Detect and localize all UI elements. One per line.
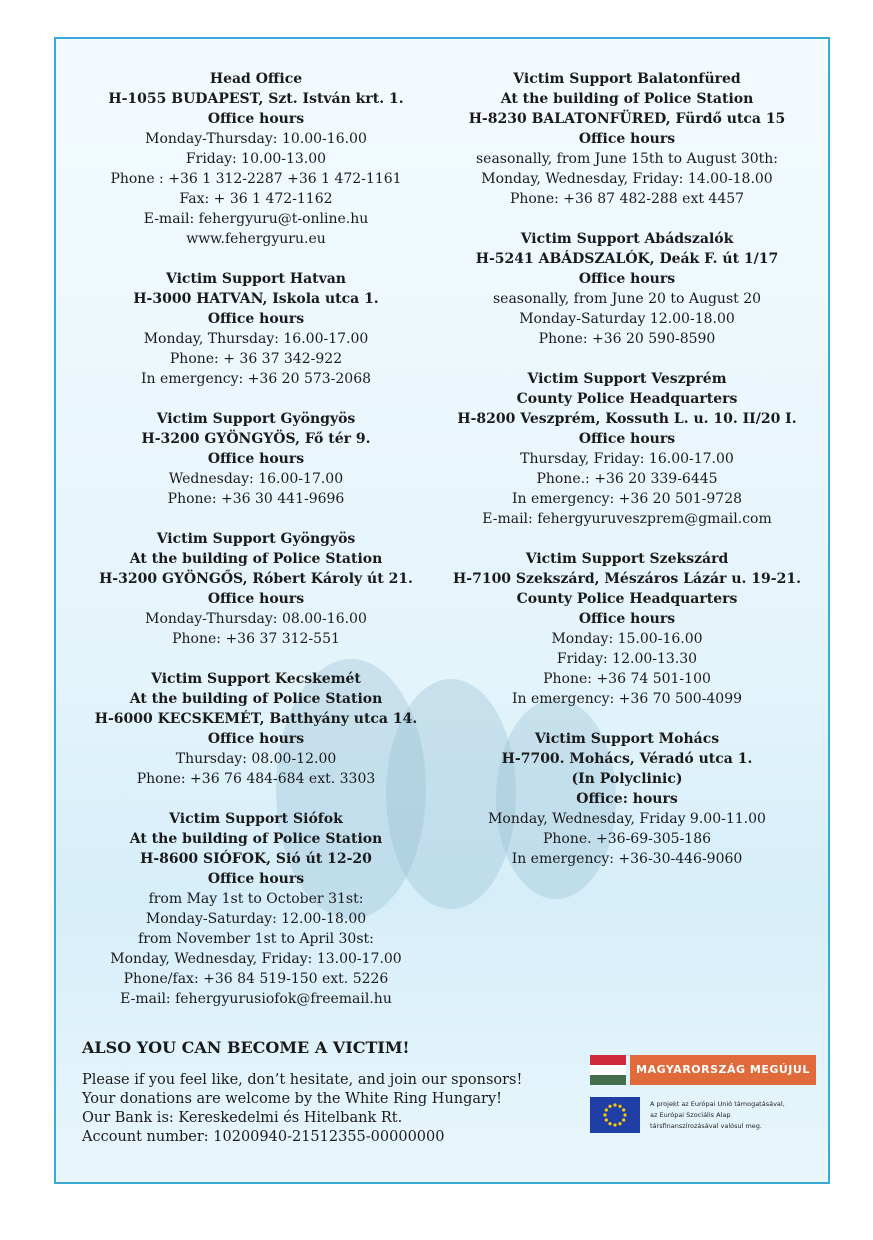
office-detail-line: In emergency: +36 20 573-2068 <box>140 371 372 387</box>
office-heading-line: H-1055 BUDAPEST, Szt. István krt. 1. <box>108 91 404 107</box>
office-title: Victim Support Gyöngyös <box>156 411 356 427</box>
office-heading-line: H-5241 ABÁDSZALÓK, Deák F. út 1/17 <box>475 251 779 267</box>
office-detail-line: from November 1st to April 30st: <box>138 931 374 947</box>
office-detail-line: Monday, Thursday: 16.00-17.00 <box>143 331 369 347</box>
office-title: Victim Support Siófok <box>169 811 343 827</box>
office-heading-line: H-3200 GYÖNGŐS, Róbert Károly út 21. <box>99 571 413 587</box>
office-block <box>86 809 426 1009</box>
left-column <box>86 69 426 1029</box>
office-detail-line: E-mail: fehergyuruveszprem@gmail.com <box>482 511 772 527</box>
office-detail-line: In emergency: +36 20 501-9728 <box>511 491 743 507</box>
office-detail-line: Phone. +36-69-305-186 <box>542 831 712 847</box>
office-detail-line: In emergency: +36-30-446-9060 <box>511 851 743 867</box>
footer-line-2: Your donations are welcome by the White Ring Hungary! <box>82 1091 503 1107</box>
office-detail-line: Monday-Saturday: 12.00-18.00 <box>145 911 367 927</box>
eu-text-line-2: az Európai Szociális Alap <box>650 1111 731 1119</box>
office-block <box>86 409 426 509</box>
office-heading-line: H-8600 SIÓFOK, Sió út 12-20 <box>140 851 372 867</box>
office-heading-line: Office: hours <box>576 791 678 807</box>
office-heading-line: H-3000 HATVAN, Iskola utca 1. <box>133 291 379 307</box>
office-block <box>448 549 806 709</box>
office-heading-line: Office hours <box>578 431 676 447</box>
office-detail-line: Wednesday: 16.00-17.00 <box>168 471 344 487</box>
office-detail-line: Friday: 10.00-13.00 <box>185 151 327 167</box>
office-title: Victim Support Gyöngyös <box>156 531 356 547</box>
office-detail-line: E-mail: fehergyuru@t-online.hu <box>143 211 369 227</box>
office-detail-line: Monday, Wednesday, Friday 9.00-11.00 <box>488 811 766 827</box>
office-heading-line: Office hours <box>207 871 305 887</box>
office-heading-line: H-3200 GYÖNGYÖS, Fő tér 9. <box>141 431 371 447</box>
sponsor-logos <box>590 1051 820 1141</box>
office-block <box>448 369 806 529</box>
office-detail-line: Phone : +36 1 312-2287 +36 1 472-1161 <box>110 171 402 187</box>
office-detail-line: Monday-Thursday: 08.00-16.00 <box>145 611 367 627</box>
office-heading-line: H-7700. Mohács, Véradó utca 1. <box>501 751 753 767</box>
office-detail-line: seasonally, from June 15th to August 30th: <box>475 151 779 167</box>
hungarian-flag-icon <box>590 1055 626 1085</box>
office-block <box>448 229 806 349</box>
office-title: Victim Support Veszprém <box>527 371 727 387</box>
office-detail-line: Phone: +36 37 312-551 <box>172 631 340 647</box>
footer-section <box>82 1037 602 1147</box>
office-heading-line: Office hours <box>207 311 305 327</box>
office-detail-line: Monday-Saturday 12.00-18.00 <box>519 311 735 327</box>
eu-text-line-1: A projekt az Európai Unió támogatásával, <box>650 1100 785 1108</box>
office-detail-line: Fax: + 36 1 472-1162 <box>179 191 333 207</box>
office-detail-line: Phone: +36 87 482-288 ext 4457 <box>509 191 745 207</box>
footer-line-3: Our Bank is: Kereskedelmi és Hitelbank Rt. <box>82 1110 403 1126</box>
office-title: Victim Support Abádszalók <box>520 231 734 247</box>
office-heading-line: (In Polyclinic) <box>571 771 683 787</box>
office-heading-line: At the building of Police Station <box>500 91 754 107</box>
office-block <box>86 269 426 389</box>
office-detail-line: Phone: +36 20 590-8590 <box>538 331 716 347</box>
office-block <box>448 69 806 209</box>
office-detail-line: Phone: +36 76 484-684 ext. 3303 <box>136 771 376 787</box>
office-title: Head Office <box>209 71 303 87</box>
office-detail-line: Phone.: +36 20 339-6445 <box>536 471 718 487</box>
office-detail-line: Monday-Thursday: 10.00-16.00 <box>145 131 367 147</box>
office-detail-line: Phone: +36 74 501-100 <box>543 671 711 687</box>
footer-line-1: Please if you feel like, don’t hesitate, and join our sponsors! <box>82 1072 523 1088</box>
right-column <box>448 69 806 889</box>
office-detail-line: from May 1st to October 31st: <box>148 891 364 907</box>
office-block <box>86 669 426 789</box>
office-title: Victim Support Hatvan <box>165 271 346 287</box>
office-title: Victim Support Szekszárd <box>525 551 729 567</box>
footer-line-4: Account number: 10200940-21512355-00000000 <box>82 1129 445 1145</box>
eu-funding-text <box>650 1099 820 1132</box>
eu-flag-icon <box>590 1097 640 1133</box>
magyarorszag-megujul-logo: MAGYARORSZÁG MEGÚJUL <box>630 1055 816 1085</box>
office-detail-line: E-mail: fehergyurusiofok@freemail.hu <box>120 991 392 1007</box>
office-heading-line: Office hours <box>578 271 676 287</box>
office-detail-line: Monday: 15.00-16.00 <box>551 631 703 647</box>
office-detail-line: Monday, Wednesday, Friday: 13.00-17.00 <box>110 951 402 967</box>
office-heading-line: At the building of Police Station <box>129 691 383 707</box>
office-title: Victim Support Balatonfüred <box>513 71 741 87</box>
office-detail-line: Phone: +36 30 441-9696 <box>167 491 345 507</box>
office-heading-line: Office hours <box>578 611 676 627</box>
office-detail-line: Phone/fax: +36 84 519-150 ext. 5226 <box>123 971 389 987</box>
eu-text-line-3: társfinanszírozásával valósul meg. <box>650 1122 762 1130</box>
office-heading-line: At the building of Police Station <box>129 831 383 847</box>
office-heading-line: Office hours <box>207 451 305 467</box>
office-detail-line: Thursday, Friday: 16.00-17.00 <box>520 451 734 467</box>
footer-headline: ALSO YOU CAN BECOME A VICTIM! <box>82 1038 410 1057</box>
office-detail-line: Thursday: 08.00-12.00 <box>175 751 337 767</box>
office-heading-line: Office hours <box>207 111 305 127</box>
office-heading-line: Office hours <box>578 131 676 147</box>
office-block <box>86 69 426 249</box>
office-heading-line: Office hours <box>207 731 305 747</box>
office-heading-line: H-8230 BALATONFÜRED, Fürdő utca 15 <box>468 111 786 127</box>
office-detail-line: Friday: 12.00-13.30 <box>556 651 698 667</box>
office-detail-line: In emergency: +36 70 500-4099 <box>511 691 743 707</box>
office-detail-line: www.fehergyuru.eu <box>186 231 326 247</box>
office-heading-line: H-8200 Veszprém, Kossuth L. u. 10. II/20 I. <box>457 411 797 427</box>
office-detail-line: Monday, Wednesday, Friday: 14.00-18.00 <box>481 171 773 187</box>
office-block <box>86 529 426 649</box>
office-title: Victim Support Mohács <box>534 731 720 747</box>
office-heading-line: H-7100 Szekszárd, Mészáros Lázár u. 19-21. <box>453 571 801 587</box>
office-heading-line: H-6000 KECSKEMÉT, Batthyány utca 14. <box>94 711 418 727</box>
office-detail-line: seasonally, from June 20 to August 20 <box>492 291 762 307</box>
leaflet-panel <box>54 37 830 1184</box>
office-heading-line: County Police Headquarters <box>516 591 738 607</box>
office-heading-line: Office hours <box>207 591 305 607</box>
office-heading-line: County Police Headquarters <box>516 391 738 407</box>
office-title: Victim Support Kecskemét <box>151 671 361 687</box>
office-block <box>448 729 806 869</box>
office-detail-line: Phone: + 36 37 342-922 <box>169 351 343 367</box>
office-heading-line: At the building of Police Station <box>129 551 383 567</box>
